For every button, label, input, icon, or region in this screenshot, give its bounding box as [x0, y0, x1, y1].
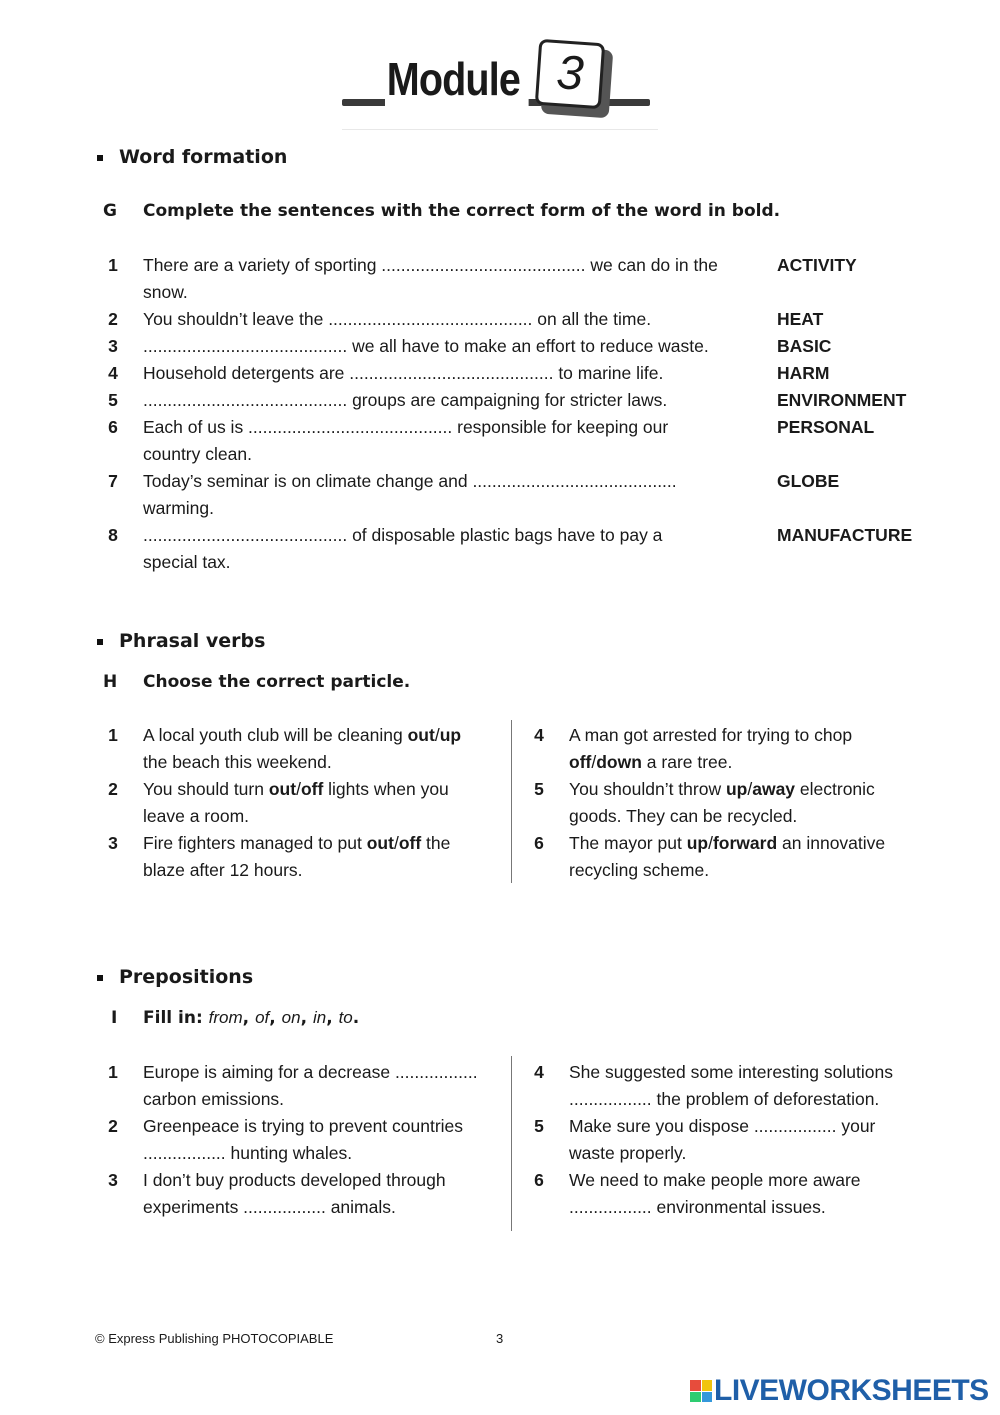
list-item: 6 Each of us is .......................................... responsible for keeping our country clean. PERSONAL	[102, 414, 962, 468]
section-bullet	[97, 975, 103, 981]
list-item: 2 You shouldn’t leave the .......................................... on all the time. HEAT	[102, 306, 962, 333]
exercise-letter-h: H	[103, 672, 118, 692]
list-item: 8 .......................................... of disposable plastic bags have to pay a special tax. MANUFACTURE	[102, 522, 962, 576]
section-bullet	[97, 155, 103, 161]
keyword: HARM	[777, 363, 830, 383]
exercise-letter-g: G	[103, 201, 117, 221]
keyword: BASIC	[777, 336, 832, 356]
particle-option: off	[398, 833, 422, 853]
keyword: ENVIRONMENT	[777, 390, 907, 410]
list-item: 4 Household detergents are .......................................... to marine life. HARM	[102, 360, 962, 387]
particle-option: off	[569, 752, 592, 772]
particle-option: forward	[712, 833, 778, 853]
particle-option: off	[300, 779, 324, 799]
exercise-instruction-h: Choose the correct particle.	[143, 672, 411, 692]
word-formation-list	[102, 252, 962, 576]
particle-option: out	[268, 779, 297, 799]
particle-option: up	[725, 779, 748, 799]
particle-option: out	[407, 725, 435, 745]
keyword: GLOBE	[777, 471, 840, 491]
particle-option: down	[596, 752, 642, 772]
particle-option: up	[439, 725, 462, 745]
exercise-letter-i: I	[111, 1008, 118, 1028]
keyword: MANUFACTURE	[777, 525, 913, 545]
keyword: PERSONAL	[777, 417, 875, 437]
particle-option: out	[366, 833, 394, 853]
particle-option: away	[752, 779, 796, 799]
section-bullet	[97, 639, 103, 645]
keyword: HEAT	[777, 309, 824, 329]
particle-option: up	[686, 833, 709, 853]
exercise-instruction-g: Complete the sentences with the correct form of the word in bold.	[143, 201, 781, 221]
column-divider	[511, 720, 512, 883]
module-divider	[342, 129, 658, 130]
keyword: ACTIVITY	[777, 255, 857, 275]
list-item: 5 .......................................... groups are campaigning for stricter laws. ENVIRONMENT	[102, 387, 962, 414]
footer-copyright: © Express Publishing PHOTOCOPIABLE	[95, 1331, 334, 1346]
module-title: Module	[385, 52, 529, 106]
list-item: 1 There are a variety of sporting .......................................... we can do in the snow. ACTIVITY	[102, 252, 962, 306]
module-number: 3	[535, 39, 605, 109]
section-title-prepositions: Prepositions	[119, 966, 254, 988]
page-number: 3	[496, 1331, 504, 1346]
liveworksheets-logo[interactable]	[690, 1374, 989, 1408]
column-divider	[511, 1056, 512, 1231]
section-title-word-formation: Word formation	[119, 146, 288, 168]
liveworksheets-wordmark: LIVEWORKSHEETS	[714, 1374, 989, 1407]
liveworksheets-icon	[690, 1380, 712, 1402]
section-title-phrasal-verbs: Phrasal verbs	[119, 630, 266, 652]
list-item: 3 .......................................... we all have to make an effort to reduce waste. BASIC	[102, 333, 962, 360]
exercise-instruction-i: Fill in: from, of, on, in, to.	[143, 1008, 360, 1028]
list-item: 7 Today’s seminar is on climate change and .......................................... warming. GLOBE	[102, 468, 962, 522]
